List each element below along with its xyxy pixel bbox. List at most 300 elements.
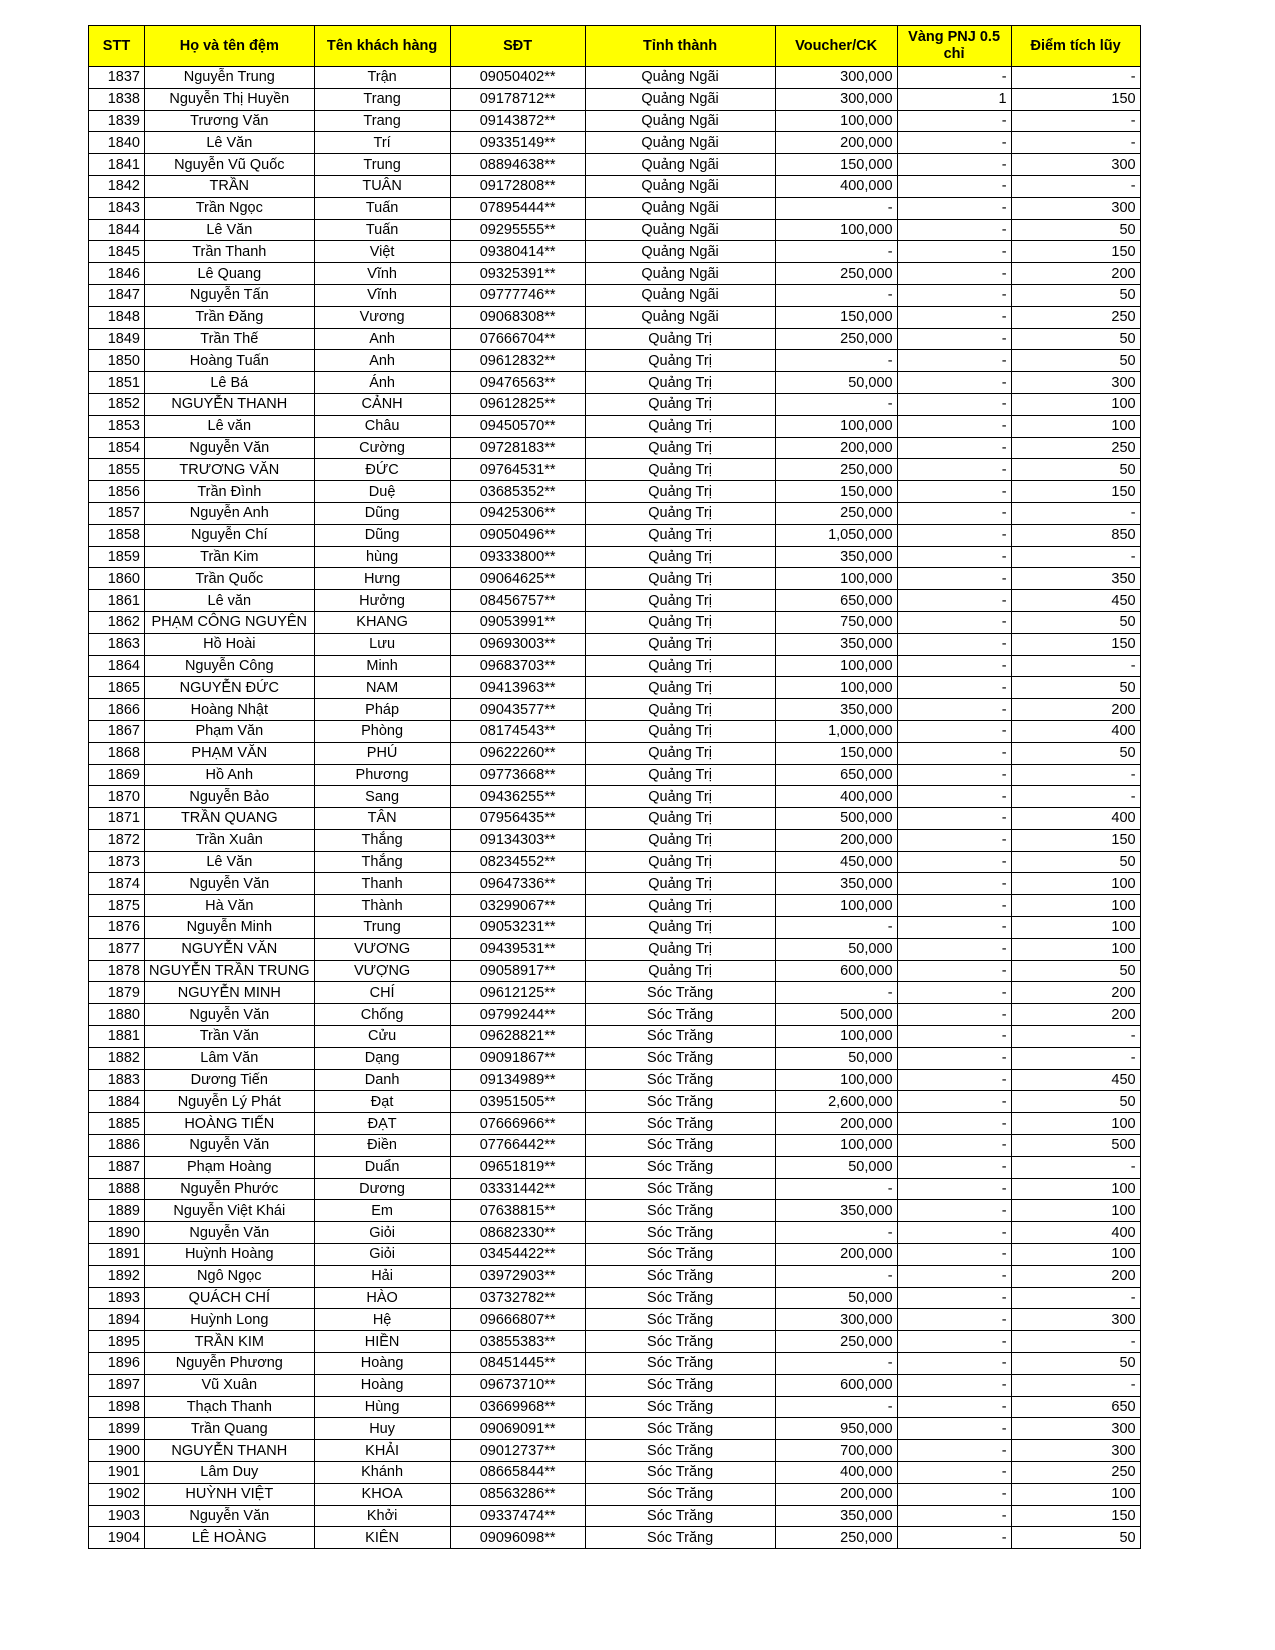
cell-stt: 1895 [89, 1331, 145, 1353]
cell-voucher: - [775, 1222, 897, 1244]
cell-diem: 150 [1011, 241, 1140, 263]
cell-voucher: - [775, 350, 897, 372]
cell-ten: HIỀN [314, 1331, 450, 1353]
cell-sdt: 09622260** [450, 742, 585, 764]
cell-ten: Thắng [314, 829, 450, 851]
cell-ho-dem: TRẦN QUANG [145, 808, 315, 830]
cell-stt: 1852 [89, 393, 145, 415]
cell-stt: 1876 [89, 917, 145, 939]
cell-voucher: - [775, 1353, 897, 1375]
cell-diem: 100 [1011, 1483, 1140, 1505]
cell-vang: - [897, 1527, 1011, 1549]
cell-sdt: 09172808** [450, 175, 585, 197]
cell-sdt: 03669968** [450, 1396, 585, 1418]
cell-ten: Điền [314, 1135, 450, 1157]
cell-stt: 1858 [89, 524, 145, 546]
cell-diem: 500 [1011, 1135, 1140, 1157]
cell-ho-dem: Lê Quang [145, 263, 315, 285]
cell-tinh: Quảng Ngãi [585, 132, 775, 154]
cell-vang: - [897, 1178, 1011, 1200]
cell-voucher: - [775, 917, 897, 939]
cell-tinh: Sóc Trăng [585, 1462, 775, 1484]
cell-ho-dem: Nguyễn Trung [145, 67, 315, 89]
cell-ten: Anh [314, 328, 450, 350]
cell-stt: 1901 [89, 1462, 145, 1484]
cell-ho-dem: Nguyễn Văn [145, 1505, 315, 1527]
cell-ten: KHOA [314, 1483, 450, 1505]
cell-sdt: 09612832** [450, 350, 585, 372]
cell-ten: Tuấn [314, 219, 450, 241]
cell-ho-dem: Nguyễn Minh [145, 917, 315, 939]
cell-diem: 50 [1011, 1527, 1140, 1549]
cell-ten: Phòng [314, 720, 450, 742]
cell-vang: - [897, 241, 1011, 263]
cell-sdt: 09683703** [450, 655, 585, 677]
cell-vang: - [897, 938, 1011, 960]
cell-vang: - [897, 1374, 1011, 1396]
table-body [89, 67, 1141, 1549]
cell-ten: Khởi [314, 1505, 450, 1527]
cell-ho-dem: Nguyễn Văn [145, 1222, 315, 1244]
cell-ho-dem: Nguyễn Vũ Quốc [145, 154, 315, 176]
cell-stt: 1861 [89, 590, 145, 612]
table-row [89, 502, 1141, 524]
cell-diem: 250 [1011, 1462, 1140, 1484]
cell-diem: 400 [1011, 808, 1140, 830]
table-row [89, 284, 1141, 306]
cell-diem: 50 [1011, 1091, 1140, 1113]
cell-ten: NAM [314, 677, 450, 699]
cell-tinh: Quảng Trị [585, 720, 775, 742]
cell-tinh: Sóc Trăng [585, 1113, 775, 1135]
cell-sdt: 09053231** [450, 917, 585, 939]
cell-vang: - [897, 350, 1011, 372]
cell-ten: Vĩnh [314, 263, 450, 285]
cell-sdt: 09612825** [450, 393, 585, 415]
cell-sdt: 09728183** [450, 437, 585, 459]
cell-voucher: 450,000 [775, 851, 897, 873]
cell-ten: Vương [314, 306, 450, 328]
cell-diem: 150 [1011, 829, 1140, 851]
cell-diem: - [1011, 67, 1140, 89]
cell-sdt: 09450570** [450, 415, 585, 437]
cell-tinh: Quảng Trị [585, 590, 775, 612]
cell-vang: - [897, 284, 1011, 306]
cell-vang: - [897, 895, 1011, 917]
cell-ten: Cửu [314, 1026, 450, 1048]
cell-tinh: Quảng Ngãi [585, 88, 775, 110]
cell-tinh: Sóc Trăng [585, 1287, 775, 1309]
cell-tinh: Sóc Trăng [585, 1004, 775, 1026]
cell-ho-dem: NGUYỄN TRẦN TRUNG [145, 960, 315, 982]
cell-diem: 100 [1011, 1113, 1140, 1135]
cell-stt: 1882 [89, 1047, 145, 1069]
cell-voucher: 350,000 [775, 699, 897, 721]
cell-ho-dem: Trần Ngọc [145, 197, 315, 219]
cell-ten: Hải [314, 1265, 450, 1287]
table-row [89, 1004, 1141, 1026]
table-row [89, 590, 1141, 612]
cell-voucher: 600,000 [775, 960, 897, 982]
cell-vang: - [897, 742, 1011, 764]
table-row [89, 873, 1141, 895]
cell-vang: - [897, 502, 1011, 524]
cell-ten: Dũng [314, 502, 450, 524]
cell-sdt: 03454422** [450, 1244, 585, 1266]
cell-ho-dem: Huỳnh Long [145, 1309, 315, 1331]
cell-sdt: 09064625** [450, 568, 585, 590]
cell-voucher: - [775, 393, 897, 415]
cell-stt: 1886 [89, 1135, 145, 1157]
cell-ho-dem: Lê văn [145, 415, 315, 437]
table-row [89, 219, 1141, 241]
table-row [89, 1483, 1141, 1505]
cell-tinh: Sóc Trăng [585, 1331, 775, 1353]
cell-ten: Lưu [314, 633, 450, 655]
table-row [89, 1091, 1141, 1113]
cell-stt: 1894 [89, 1309, 145, 1331]
cell-sdt: 07666966** [450, 1113, 585, 1135]
cell-sdt: 03685352** [450, 481, 585, 503]
cell-diem: 850 [1011, 524, 1140, 546]
cell-ho-dem: Nguyễn Việt Khái [145, 1200, 315, 1222]
cell-sdt: 09050496** [450, 524, 585, 546]
cell-voucher: 250,000 [775, 502, 897, 524]
cell-stt: 1900 [89, 1440, 145, 1462]
cell-ho-dem: Trần Thế [145, 328, 315, 350]
cell-tinh: Quảng Trị [585, 851, 775, 873]
header-ten: Tên khách hàng [314, 26, 450, 67]
cell-stt: 1892 [89, 1265, 145, 1287]
cell-ho-dem: Nguyễn Bảo [145, 786, 315, 808]
cell-voucher: - [775, 284, 897, 306]
cell-vang: - [897, 1135, 1011, 1157]
cell-stt: 1881 [89, 1026, 145, 1048]
cell-voucher: 100,000 [775, 1026, 897, 1048]
cell-voucher: 150,000 [775, 742, 897, 764]
cell-tinh: Quảng Trị [585, 372, 775, 394]
cell-voucher: - [775, 1396, 897, 1418]
cell-tinh: Sóc Trăng [585, 1374, 775, 1396]
cell-ho-dem: Lê văn [145, 590, 315, 612]
cell-ho-dem: Trần Xuân [145, 829, 315, 851]
cell-vang: - [897, 568, 1011, 590]
cell-voucher: 350,000 [775, 546, 897, 568]
cell-diem: - [1011, 502, 1140, 524]
cell-tinh: Sóc Trăng [585, 1200, 775, 1222]
cell-stt: 1884 [89, 1091, 145, 1113]
cell-tinh: Quảng Ngãi [585, 284, 775, 306]
cell-ho-dem: PHẠM CÔNG NGUYÊN [145, 611, 315, 633]
cell-sdt: 09425306** [450, 502, 585, 524]
cell-voucher: 400,000 [775, 175, 897, 197]
cell-sdt: 08174543** [450, 720, 585, 742]
table-row [89, 546, 1141, 568]
cell-ten: Minh [314, 655, 450, 677]
cell-diem: 450 [1011, 590, 1140, 612]
cell-sdt: 08563286** [450, 1483, 585, 1505]
cell-sdt: 09053991** [450, 611, 585, 633]
cell-ho-dem: TRẦN KIM [145, 1331, 315, 1353]
cell-ho-dem: Phạm Hoàng [145, 1156, 315, 1178]
cell-ten: Pháp [314, 699, 450, 721]
cell-diem: 100 [1011, 917, 1140, 939]
cell-vang: - [897, 851, 1011, 873]
cell-ten: Danh [314, 1069, 450, 1091]
cell-ten: PHÚ [314, 742, 450, 764]
cell-diem: - [1011, 1047, 1140, 1069]
cell-tinh: Sóc Trăng [585, 1178, 775, 1200]
cell-voucher: 350,000 [775, 1505, 897, 1527]
cell-vang: - [897, 415, 1011, 437]
cell-sdt: 09773668** [450, 764, 585, 786]
cell-sdt: 09325391** [450, 263, 585, 285]
cell-vang: - [897, 219, 1011, 241]
cell-ho-dem: Ngô Ngọc [145, 1265, 315, 1287]
cell-ho-dem: Nguyễn Phước [145, 1178, 315, 1200]
cell-voucher: 650,000 [775, 764, 897, 786]
cell-ho-dem: Thạch Thanh [145, 1396, 315, 1418]
cell-tinh: Quảng Ngãi [585, 241, 775, 263]
cell-ho-dem: PHẠM VĂN [145, 742, 315, 764]
cell-stt: 1843 [89, 197, 145, 219]
cell-sdt: 09647336** [450, 873, 585, 895]
cell-sdt: 09337474** [450, 1505, 585, 1527]
cell-vang: - [897, 1309, 1011, 1331]
cell-sdt: 09693003** [450, 633, 585, 655]
cell-vang: - [897, 1113, 1011, 1135]
cell-ten: Giỏi [314, 1244, 450, 1266]
cell-ho-dem: Vũ Xuân [145, 1374, 315, 1396]
cell-diem: 100 [1011, 895, 1140, 917]
cell-voucher: 100,000 [775, 895, 897, 917]
cell-ten: TUÂN [314, 175, 450, 197]
cell-ho-dem: Dương Tiến [145, 1069, 315, 1091]
table-row [89, 1135, 1141, 1157]
cell-diem: 450 [1011, 1069, 1140, 1091]
cell-vang: - [897, 154, 1011, 176]
cell-stt: 1887 [89, 1156, 145, 1178]
cell-stt: 1872 [89, 829, 145, 851]
cell-stt: 1878 [89, 960, 145, 982]
cell-diem: 50 [1011, 284, 1140, 306]
cell-vang: - [897, 67, 1011, 89]
table-row [89, 1462, 1141, 1484]
cell-vang: - [897, 960, 1011, 982]
cell-voucher: 300,000 [775, 1309, 897, 1331]
table-row [89, 1287, 1141, 1309]
cell-ten: KIÊN [314, 1527, 450, 1549]
table-row [89, 1113, 1141, 1135]
cell-stt: 1842 [89, 175, 145, 197]
cell-ten: Em [314, 1200, 450, 1222]
cell-stt: 1866 [89, 699, 145, 721]
table-row [89, 328, 1141, 350]
cell-stt: 1856 [89, 481, 145, 503]
cell-tinh: Sóc Trăng [585, 1396, 775, 1418]
cell-voucher: 300,000 [775, 67, 897, 89]
cell-tinh: Quảng Trị [585, 415, 775, 437]
cell-stt: 1851 [89, 372, 145, 394]
cell-ho-dem: Hồ Anh [145, 764, 315, 786]
cell-vang: - [897, 1353, 1011, 1375]
cell-ho-dem: Lâm Văn [145, 1047, 315, 1069]
cell-stt: 1864 [89, 655, 145, 677]
cell-ten: ĐẠT [314, 1113, 450, 1135]
cell-ho-dem: NGUYỄN THANH [145, 393, 315, 415]
cell-vang: - [897, 699, 1011, 721]
cell-ho-dem: Nguyễn Văn [145, 437, 315, 459]
cell-tinh: Quảng Trị [585, 677, 775, 699]
cell-ho-dem: Trần Quốc [145, 568, 315, 590]
table-row [89, 611, 1141, 633]
cell-ten: VƯƠNG [314, 938, 450, 960]
cell-diem: 50 [1011, 219, 1140, 241]
cell-voucher: 1,050,000 [775, 524, 897, 546]
cell-stt: 1841 [89, 154, 145, 176]
cell-voucher: - [775, 982, 897, 1004]
cell-vang: - [897, 197, 1011, 219]
cell-diem: 300 [1011, 154, 1140, 176]
cell-voucher: 250,000 [775, 263, 897, 285]
cell-ten: CẢNH [314, 393, 450, 415]
cell-diem: - [1011, 1156, 1140, 1178]
table-row [89, 1265, 1141, 1287]
table-row [89, 459, 1141, 481]
cell-ten: HÀO [314, 1287, 450, 1309]
cell-diem: 50 [1011, 611, 1140, 633]
cell-ten: Khánh [314, 1462, 450, 1484]
cell-tinh: Sóc Trăng [585, 1265, 775, 1287]
cell-stt: 1903 [89, 1505, 145, 1527]
cell-ten: Hưởng [314, 590, 450, 612]
cell-stt: 1844 [89, 219, 145, 241]
cell-sdt: 08456757** [450, 590, 585, 612]
cell-ho-dem: Trần Đăng [145, 306, 315, 328]
cell-ho-dem: Nguyễn Thị Huyền [145, 88, 315, 110]
cell-stt: 1860 [89, 568, 145, 590]
cell-voucher: - [775, 241, 897, 263]
table-row [89, 1396, 1141, 1418]
cell-diem: - [1011, 786, 1140, 808]
cell-ho-dem: Lê Văn [145, 219, 315, 241]
cell-tinh: Quảng Trị [585, 546, 775, 568]
table-row [89, 982, 1141, 1004]
cell-tinh: Quảng Trị [585, 655, 775, 677]
cell-stt: 1875 [89, 895, 145, 917]
cell-stt: 1873 [89, 851, 145, 873]
cell-vang: - [897, 1331, 1011, 1353]
table-row [89, 1505, 1141, 1527]
cell-diem: 300 [1011, 1309, 1140, 1331]
cell-voucher: 50,000 [775, 1156, 897, 1178]
cell-ho-dem: Nguyễn Anh [145, 502, 315, 524]
cell-vang: - [897, 1200, 1011, 1222]
cell-voucher: 200,000 [775, 437, 897, 459]
cell-voucher: 250,000 [775, 459, 897, 481]
cell-diem: 50 [1011, 350, 1140, 372]
cell-vang: - [897, 633, 1011, 655]
cell-tinh: Quảng Trị [585, 938, 775, 960]
cell-ho-dem: Trần Đình [145, 481, 315, 503]
cell-stt: 1889 [89, 1200, 145, 1222]
cell-vang: - [897, 1091, 1011, 1113]
table-row [89, 88, 1141, 110]
cell-ten: Đạt [314, 1091, 450, 1113]
cell-ho-dem: Nguyễn Phương [145, 1353, 315, 1375]
cell-stt: 1877 [89, 938, 145, 960]
table-row [89, 132, 1141, 154]
cell-tinh: Sóc Trăng [585, 1353, 775, 1375]
cell-tinh: Sóc Trăng [585, 1069, 775, 1091]
cell-tinh: Sóc Trăng [585, 1026, 775, 1048]
cell-ho-dem: NGUYỄN ĐỨC [145, 677, 315, 699]
cell-diem: 150 [1011, 481, 1140, 503]
table-row [89, 1026, 1141, 1048]
cell-sdt: 09666807** [450, 1309, 585, 1331]
cell-diem: 250 [1011, 306, 1140, 328]
table-row [89, 1047, 1141, 1069]
cell-diem: - [1011, 175, 1140, 197]
cell-sdt: 09058917** [450, 960, 585, 982]
cell-ho-dem: Nguyễn Văn [145, 1135, 315, 1157]
cell-ten: Trí [314, 132, 450, 154]
cell-diem: 650 [1011, 1396, 1140, 1418]
cell-ten: Duẩn [314, 1156, 450, 1178]
cell-ho-dem: Phạm Văn [145, 720, 315, 742]
table-row [89, 720, 1141, 742]
table-row [89, 1244, 1141, 1266]
cell-ho-dem: Lê Văn [145, 132, 315, 154]
cell-stt: 1896 [89, 1353, 145, 1375]
cell-stt: 1848 [89, 306, 145, 328]
table-row [89, 742, 1141, 764]
cell-ten: Hưng [314, 568, 450, 590]
cell-tinh: Quảng Trị [585, 328, 775, 350]
cell-ten: Dương [314, 1178, 450, 1200]
cell-ten: Cường [314, 437, 450, 459]
cell-voucher: 100,000 [775, 655, 897, 677]
cell-ten: ĐỨC [314, 459, 450, 481]
cell-ten: Hoàng [314, 1353, 450, 1375]
cell-tinh: Quảng Ngãi [585, 110, 775, 132]
header-row [89, 26, 1141, 67]
cell-stt: 1904 [89, 1527, 145, 1549]
cell-diem: 150 [1011, 1505, 1140, 1527]
cell-ten: Trang [314, 110, 450, 132]
cell-ten: Giỏi [314, 1222, 450, 1244]
cell-ho-dem: Lê Văn [145, 851, 315, 873]
cell-tinh: Quảng Trị [585, 459, 775, 481]
cell-ho-dem: HUỲNH VIỆT [145, 1483, 315, 1505]
header-vang: Vàng PNJ 0.5 chỉ [897, 26, 1011, 67]
cell-sdt: 09333800** [450, 546, 585, 568]
cell-voucher: 200,000 [775, 829, 897, 851]
cell-diem: 300 [1011, 1440, 1140, 1462]
cell-tinh: Quảng Trị [585, 350, 775, 372]
cell-diem: 50 [1011, 1353, 1140, 1375]
cell-sdt: 09673710** [450, 1374, 585, 1396]
table-row [89, 808, 1141, 830]
cell-tinh: Quảng Ngãi [585, 306, 775, 328]
cell-sdt: 03951505** [450, 1091, 585, 1113]
cell-voucher: 100,000 [775, 110, 897, 132]
cell-voucher: 500,000 [775, 1004, 897, 1026]
header-ho-dem: Họ và tên đệm [145, 26, 315, 67]
cell-diem: 300 [1011, 197, 1140, 219]
cell-voucher: 250,000 [775, 1527, 897, 1549]
cell-diem: - [1011, 1331, 1140, 1353]
